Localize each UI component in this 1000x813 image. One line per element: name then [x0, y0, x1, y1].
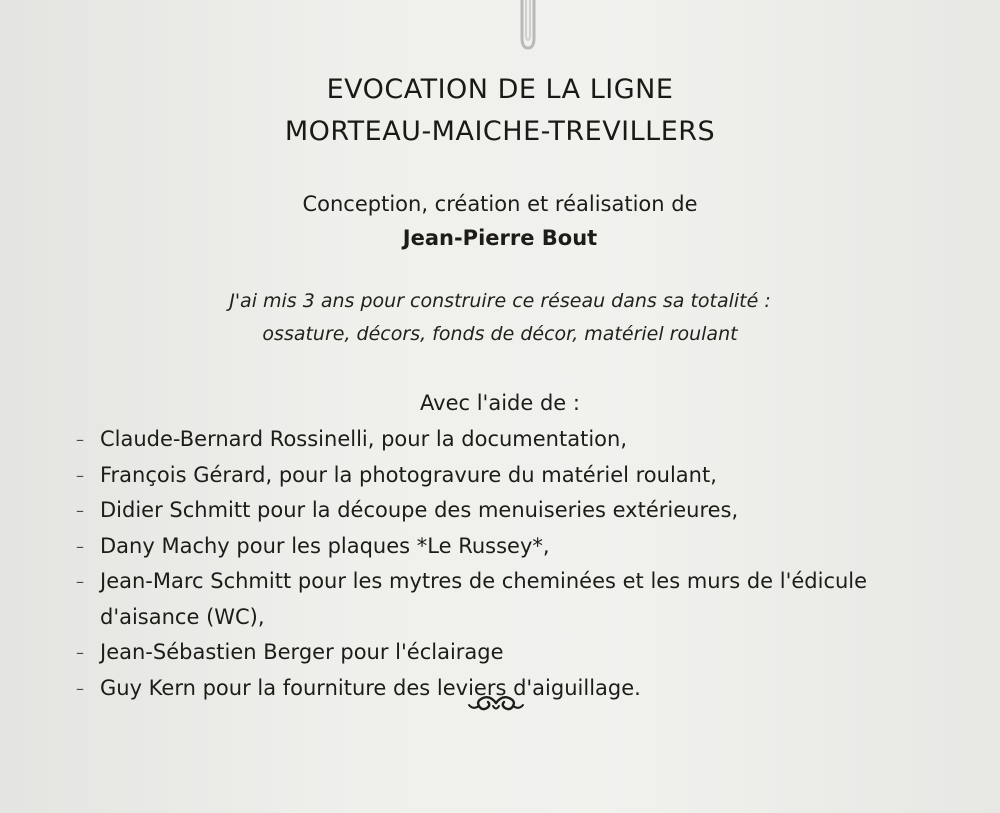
list-item-text: Dany Machy pour les plaques *Le Russey*, — [100, 533, 550, 558]
paper-clip-icon — [516, 0, 540, 54]
help-heading: Avec l'aide de : — [420, 391, 580, 415]
list-item — [76, 531, 956, 562]
list-item-text: François Gérard, pour la photogravure du matériel roulant, — [100, 462, 717, 487]
list-item-text: Jean-Marc Schmitt pour les mytres de cheminées et les murs de l'édicule — [100, 569, 868, 593]
list-item — [76, 460, 956, 491]
list-item — [76, 424, 956, 455]
list-item — [76, 495, 956, 526]
list-item-text: Guy Kern pour la fourniture des leviers d'aiguillage. — [100, 675, 641, 700]
contributors-list — [76, 424, 956, 708]
title-line-2: MORTEAU-MAICHE-TREVILLERS — [284, 116, 716, 147]
dash-bullet: – — [76, 465, 84, 485]
dash-bullet: – — [76, 430, 84, 449]
ornament-icon — [466, 692, 526, 714]
author-name: Jean-Pierre Bout — [402, 226, 598, 250]
quote-line-2: ossature, décors, fonds de décor, matériel roulant — [262, 323, 738, 345]
list-item-text: Didier Schmitt pour la découpe des menuiseries extérieures, — [100, 498, 739, 522]
list-item-text: Jean-Sébastien Berger pour l'éclairage — [100, 640, 504, 664]
list-item-text: d'aisance (WC), — [100, 604, 265, 629]
dash-bullet: – — [76, 572, 84, 591]
list-item-text: Claude-Bernard Rossinelli, pour la documentation, — [100, 427, 627, 451]
dash-bullet: – — [76, 501, 84, 520]
quote-line-1: J'ai mis 3 ans pour construire ce réseau dans sa totalité : — [229, 290, 771, 312]
credit-intro: Conception, création et réalisation de — [302, 192, 698, 216]
list-item — [76, 637, 956, 668]
list-item-continuation — [76, 602, 956, 633]
dash-bullet: – — [76, 536, 84, 556]
dash-bullet: – — [76, 643, 84, 662]
dash-bullet: – — [76, 678, 84, 698]
list-item — [76, 566, 956, 597]
title-line-1: EVOCATION DE LA LIGNE — [326, 74, 674, 105]
